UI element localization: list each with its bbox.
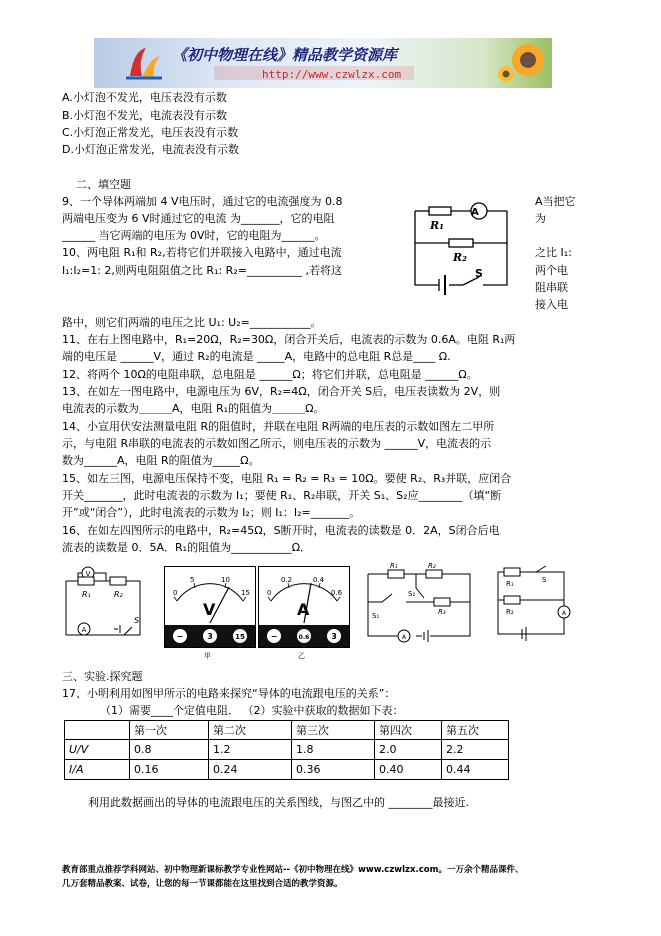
volt-tick-label: 5	[190, 576, 195, 584]
section-title: 二、填空题	[76, 178, 131, 191]
amp-tick-label: 0.2	[281, 576, 293, 584]
table-row	[65, 760, 509, 780]
table-cell: 第一次	[130, 721, 209, 740]
table-cell: 0.36	[292, 760, 375, 780]
r1-label: R₁	[506, 580, 514, 588]
table-cell	[65, 721, 130, 740]
volt-tick-label: 15	[241, 589, 250, 597]
q10-right-3: 阻串联	[535, 281, 568, 294]
q11-line-2: 端的电压是 ______V，通过 R₂的电流是 _____A，电路中的总电阻 R总是____ Ω.	[62, 350, 451, 363]
option-d: D.小灯泡正常发光，电流表没有示数	[62, 143, 239, 156]
ammeter-dial	[258, 566, 350, 648]
banner-title: 《初中物理在线》精品教学资源库	[172, 46, 398, 64]
table-cell: 0.16	[130, 760, 209, 780]
q15-line-1: 15、如左三图，电源电压保持不变，电阻 R₁ = R₂ = R₃ = 10Ω。要使 R₂、R₃并联，应闭合	[62, 472, 512, 485]
switch-label: S	[134, 616, 140, 625]
resistor-r1-label: R₁	[430, 219, 444, 232]
volt-terminal-label: −	[176, 632, 184, 641]
r2-label: R₂	[114, 590, 123, 599]
amp-terminal-label: 3	[331, 632, 337, 641]
amp-tick-label: 0.6	[331, 589, 343, 597]
figure-1-circuit	[62, 563, 148, 645]
figure-3-circuit	[360, 562, 478, 646]
amp-tick-label: 0	[267, 589, 272, 597]
q17-after: 利用此数据画出的导体的电流跟电压的关系图线，与图乙中的 ________最接近.	[88, 796, 469, 809]
q10-right-2: 两个电	[535, 264, 568, 277]
option-b: B.小灯泡不发光，电流表没有示数	[62, 109, 228, 122]
q15-line-2: 开关_______，此时电流表的示数为 I₁；要使 R₁、R₂串联，开关 S₁、S₂应________（填“断	[62, 489, 502, 502]
table-cell: 0.24	[209, 760, 292, 780]
ammeter-label: A	[471, 207, 479, 218]
q9-line-2: 两端电压变为 6 V时通过它的电流 为_______，它的电阻	[62, 212, 335, 225]
q16-line-2: 流表的读数是 0．5A．R₁的阻值为___________Ω．	[62, 541, 311, 554]
q16-line-1: 16、在如左四图所示的电路中，R₂=45Ω，S断开时，电流表的读数是 0．2A，S闭合后电	[62, 524, 500, 537]
figure-caption-yi: 乙	[298, 652, 305, 660]
q10-line-1: 10、两电阻 R₁和 R₂,若将它们并联接入电路中，通过电流	[62, 246, 342, 259]
q10-line-3: 路中，则它们两端的电压之比 U₁: U₂=___________。	[62, 316, 322, 329]
logo-icon	[124, 44, 164, 82]
q17-sub: （1）需要____个定值电阻． （2）实验中获取的数据如下表：	[100, 704, 404, 717]
data-table	[64, 720, 509, 780]
r3-label: R₃	[438, 608, 446, 616]
r1-label: R₁	[82, 590, 91, 599]
q12-line: 12、将两个 10Ω的电阻串联，总电阻是 ______Ω；将它们并联，总电阻是 ______Ω。	[62, 368, 478, 381]
ammeter-label: A	[81, 626, 87, 634]
s1-label: S₁	[372, 612, 380, 620]
amp-terminal-label: 0.6	[298, 634, 310, 641]
q17-line: 17、小明利用如图甲所示的电路来探究“导体的电流跟电压的关系”：	[62, 687, 396, 700]
q10-right-1: 之比 I₁:	[535, 246, 572, 259]
header-banner	[94, 38, 552, 88]
q9-right-1: A当把它	[535, 195, 576, 208]
table-cell: 0.44	[442, 760, 509, 780]
table-cell: 第三次	[292, 721, 375, 740]
option-a: A.小灯泡不发光，电压表没有示数	[62, 91, 227, 104]
ammeter-label: A	[561, 610, 567, 617]
voltmeter-label: V	[85, 570, 91, 578]
resistor-r2-label: R₂	[453, 251, 467, 264]
r1-label: R₁	[390, 562, 398, 570]
volt-unit-label: V	[203, 600, 216, 619]
s2-label: S₂	[408, 590, 416, 598]
table-cell: I/A	[65, 760, 130, 780]
figure-4-circuit	[490, 562, 578, 642]
q14-line-2: 示，与电阻 R串联的电流表的示数如图乙所示，则电压表的示数为 ______V，电流表的示	[62, 437, 492, 450]
volt-tick-label: 0	[173, 589, 178, 597]
q9-line-1: 9、一个导体两端加 4 V电压时，通过它的电流强度为 0.8	[62, 195, 343, 208]
table-cell: 1.8	[292, 740, 375, 760]
table-cell: U/V	[65, 740, 130, 760]
r2-label: R₂	[506, 608, 514, 616]
switch-label: S	[542, 576, 547, 584]
amp-unit-label: A	[297, 600, 310, 619]
table-cell: 2.0	[375, 740, 442, 760]
sunflower-icon	[498, 40, 550, 86]
section3-title: 三、实验.探究题	[62, 670, 143, 683]
voltmeter-dial	[164, 566, 256, 648]
q13-line-1: 13、在如左一图电路中，电源电压为 6V，R₂=4Ω，闭合开关 S后，电压表读数为 2V，则	[62, 385, 501, 398]
option-c: C.小灯泡正常发光，电压表没有示数	[62, 126, 239, 139]
switch-label: S	[475, 267, 483, 280]
q11-line-1: 11、在右上图电路中，R₁=20Ω，R₂=30Ω，闭合开关后，电流表的示数为 0.6A。电阻 R₁两	[62, 333, 516, 346]
table-cell: 第四次	[375, 721, 442, 740]
ammeter-label: A	[401, 634, 407, 641]
volt-tick-label: 10	[221, 576, 230, 584]
table-cell: 第五次	[442, 721, 509, 740]
table-header-row	[65, 721, 509, 740]
table-cell: 1.2	[209, 740, 292, 760]
footer-line-2: 几万套精品教案、试卷，让您的每一节课都能在这里找到合适的教学资源。	[62, 879, 343, 889]
q9-line-3: ______ 当它两端的电压为 0V时，它的电阻为______。	[62, 229, 326, 242]
banner-url: http://www.czwlzx.com	[262, 68, 402, 81]
table-cell: 2.2	[442, 740, 509, 760]
volt-terminal-label: 3	[207, 632, 213, 641]
q15-line-3: 开”或“闭合”），此时电流表的示数为 I₂；则 I₁：I₂=_______。	[62, 506, 361, 519]
q9-right-2: 为	[535, 212, 546, 225]
table-cell: 0.40	[375, 760, 442, 780]
table-row	[65, 740, 509, 760]
q14-line-3: 数为______A，电阻 R的阻值为_____Ω。	[62, 454, 260, 467]
figure-caption-jia: 甲	[204, 652, 211, 660]
amp-terminal-label: −	[270, 632, 278, 641]
q13-line-2: 电流表的示数为＿＿＿A，电阻 R₁的阻值为＿＿＿Ω。	[62, 402, 325, 415]
table-cell: 0.8	[130, 740, 209, 760]
q14-line-1: 14、小宣用伏安法测量电阻 R的阻值时，并联在电阻 R两端的电压表的示数如图左二甲所	[62, 420, 495, 433]
amp-tick-label: 0.4	[313, 576, 325, 584]
r2-label: R₂	[428, 562, 436, 570]
circuit-top-figure	[405, 195, 517, 295]
volt-terminal-label: 15	[235, 633, 245, 641]
footer-line-1: 教育部重点推荐学科网站、初中物理新课标教学专业性网站--《初中物理在线》www.czwlzx.com。一万余个精品课件、	[62, 865, 524, 875]
table-cell: 第二次	[209, 721, 292, 740]
q10-line-2: I₁:I₂=1: 2,则两电阻阻值之比 R₁: R₂=__________ ,若将这	[62, 264, 342, 277]
q10-right-4: 接入电	[535, 298, 568, 311]
